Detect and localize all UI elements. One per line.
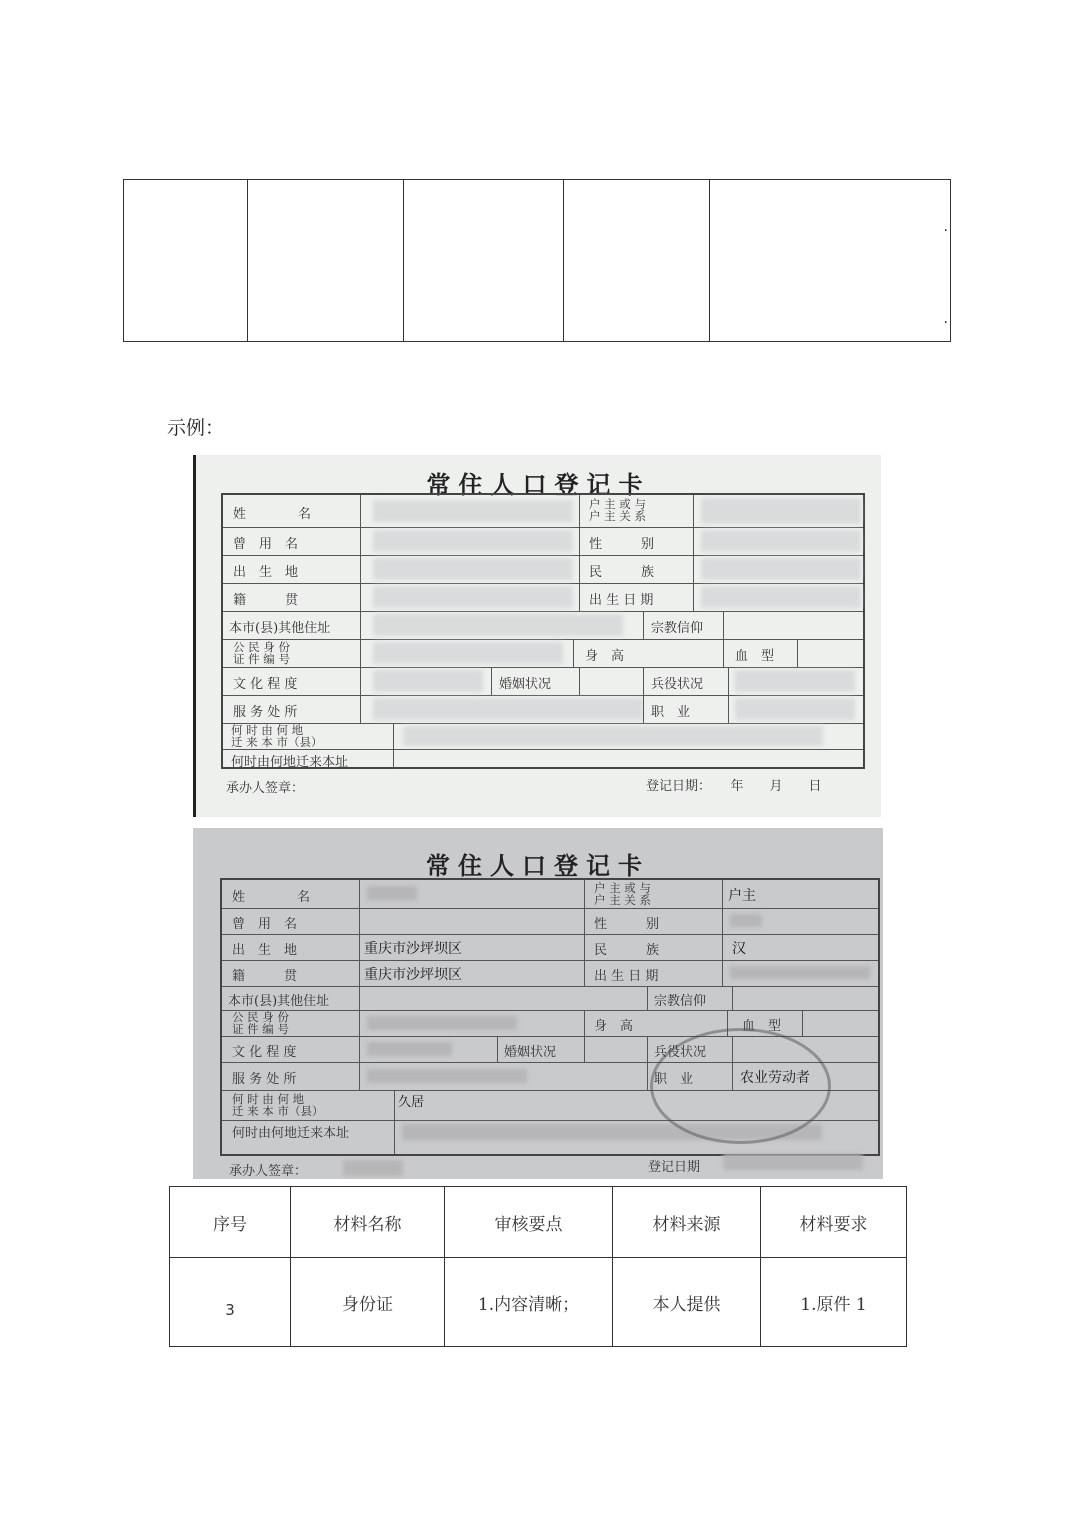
table-cell: 1.内容清晰；: [445, 1258, 613, 1347]
redacted-value: [343, 1160, 403, 1176]
redacted-value: [701, 498, 861, 524]
reg-date-label: 登记日期： 年 月 日: [646, 779, 822, 794]
redacted-value: [373, 698, 643, 720]
redacted-value: [367, 1069, 527, 1083]
relation-label: 户 主 或 与 户 主 关 系: [589, 497, 646, 523]
move-in-address-label: 何时由何地迁来本址: [231, 755, 349, 770]
former-name-label: 曾 用 名: [232, 917, 298, 932]
occupation-label: 职 业: [654, 1072, 694, 1087]
table-cell: 身份证: [291, 1258, 445, 1347]
relation-value: 户主: [728, 888, 756, 904]
card-row: [223, 723, 863, 750]
table-cell: [564, 180, 710, 341]
name-label: 姓 名: [233, 507, 312, 522]
redacted-value: [373, 558, 573, 580]
redacted-value: [373, 500, 573, 522]
reg-date-label: 登记日期: [648, 1160, 701, 1175]
other-address-label: 本市(县)其他住址: [228, 994, 330, 1009]
birthplace-label: 出 生 地: [233, 565, 299, 580]
redacted-value: [723, 1154, 863, 1170]
marital-label: 婚姻状况: [504, 1045, 557, 1060]
move-in-when-label: 何 时 由 何 地 迁 来 本 市（县）: [231, 723, 323, 749]
card-row: [223, 695, 863, 724]
redacted-value: [367, 886, 417, 900]
redacted-value: [367, 1016, 517, 1030]
redacted-value: [730, 966, 870, 979]
workplace-label: 服 务 处 所: [233, 705, 298, 720]
table-cell: [404, 180, 564, 341]
top-empty-table: [123, 179, 951, 342]
other-address-label: 本市(县)其他住址: [229, 621, 331, 636]
table-cell: [710, 180, 950, 341]
dot-mark: .: [943, 219, 948, 235]
military-label: 兵役状况: [651, 677, 704, 692]
card-row: [223, 527, 863, 556]
sex-label: 性 别: [594, 917, 660, 932]
header-cell: 序号: [170, 1187, 291, 1258]
table-cell: [124, 180, 248, 341]
card-title: 常住人口登记卡: [426, 851, 650, 880]
blood-type-label: 血 型: [735, 649, 775, 664]
card-row: [222, 934, 878, 961]
handler-label: 承办人签章：: [229, 1164, 308, 1179]
native-place-value: 重庆市沙坪坝区: [364, 967, 462, 983]
religion-label: 宗教信仰: [654, 994, 707, 1009]
redacted-value: [373, 586, 573, 608]
card-row: [223, 495, 863, 528]
card-row: [222, 960, 878, 987]
birth-date-label: 出 生 日 期: [594, 969, 659, 984]
birth-date-label: 出 生 日 期: [589, 593, 654, 608]
native-place-label: 籍 贯: [232, 969, 298, 984]
card-grid: [221, 493, 865, 769]
dot-mark: .: [943, 311, 948, 327]
table-cell: 1.原件 1: [761, 1258, 907, 1347]
redacted-value: [701, 558, 861, 580]
card-row: [222, 880, 878, 909]
ethnicity-label: 民 族: [594, 943, 660, 958]
sex-label: 性 别: [589, 537, 655, 552]
header-cell: 材料来源: [613, 1187, 761, 1258]
header-cell: 材料名称: [291, 1187, 445, 1258]
birthplace-label: 出 生 地: [232, 943, 298, 958]
card-row: [223, 639, 863, 668]
handler-label: 承办人签章：: [226, 781, 305, 796]
native-place-label: 籍 贯: [233, 593, 299, 608]
move-in-when-label: 何 时 由 何 地 迁 来 本 市（县）: [232, 1092, 324, 1118]
header-cell: 材料要求: [761, 1187, 907, 1258]
card-row: [223, 583, 863, 612]
table-row: [170, 1258, 907, 1347]
card-row: [223, 667, 863, 696]
header-cell: 审核要点: [445, 1187, 613, 1258]
religion-label: 宗教信仰: [651, 621, 704, 636]
education-label: 文 化 程 度: [232, 1045, 297, 1060]
occupation-value: 农业劳动者: [740, 1070, 810, 1086]
education-label: 文 化 程 度: [233, 677, 298, 692]
blood-type-label: 血 型: [742, 1019, 782, 1034]
redacted-value: [735, 670, 855, 692]
redacted-value: [373, 614, 623, 636]
height-label: 身 高: [585, 649, 625, 664]
card-row: [223, 749, 863, 769]
table-cell: 3: [170, 1258, 291, 1347]
table-cell: 本人提供: [613, 1258, 761, 1347]
redacted-value: [373, 670, 483, 692]
redacted-value: [701, 530, 861, 552]
id-number-label: 公 民 身 份 证 件 编 号: [232, 1010, 289, 1036]
card-row: [223, 611, 863, 640]
height-label: 身 高: [594, 1019, 634, 1034]
name-label: 姓 名: [232, 890, 311, 905]
card-row: [222, 986, 878, 1011]
redacted-value: [735, 698, 855, 720]
official-stamp: [650, 1028, 831, 1144]
example-label: 示例：: [167, 417, 225, 439]
ethnicity-value: 汉: [732, 941, 746, 957]
redacted-value: [373, 530, 573, 552]
redacted-value: [730, 914, 762, 927]
move-in-when-value: 久居: [398, 1095, 425, 1110]
former-name-label: 曾 用 名: [233, 537, 299, 552]
move-in-address-label: 何时由何地迁来本址: [232, 1126, 350, 1141]
marital-label: 婚姻状况: [499, 677, 552, 692]
card-row: [223, 555, 863, 584]
table-cell: [248, 180, 404, 341]
redacted-value: [373, 642, 563, 664]
id-number-label: 公 民 身 份 证 件 编 号: [233, 640, 290, 666]
redacted-value: [403, 726, 823, 746]
card-title: 常住人口登记卡: [426, 470, 651, 499]
card-row: [222, 908, 878, 935]
table-header-row: [170, 1187, 907, 1258]
occupation-label: 职 业: [651, 705, 691, 720]
relation-label: 户 主 或 与 户 主 关 系: [594, 881, 651, 907]
redacted-value: [701, 586, 861, 608]
birthplace-value: 重庆市沙坪坝区: [364, 941, 462, 957]
materials-table: [169, 1186, 907, 1347]
workplace-label: 服 务 处 所: [232, 1072, 297, 1087]
ethnicity-label: 民 族: [589, 565, 655, 580]
registration-card-blank: [193, 455, 881, 817]
military-label: 兵役状况: [654, 1045, 707, 1060]
redacted-value: [367, 1042, 452, 1056]
